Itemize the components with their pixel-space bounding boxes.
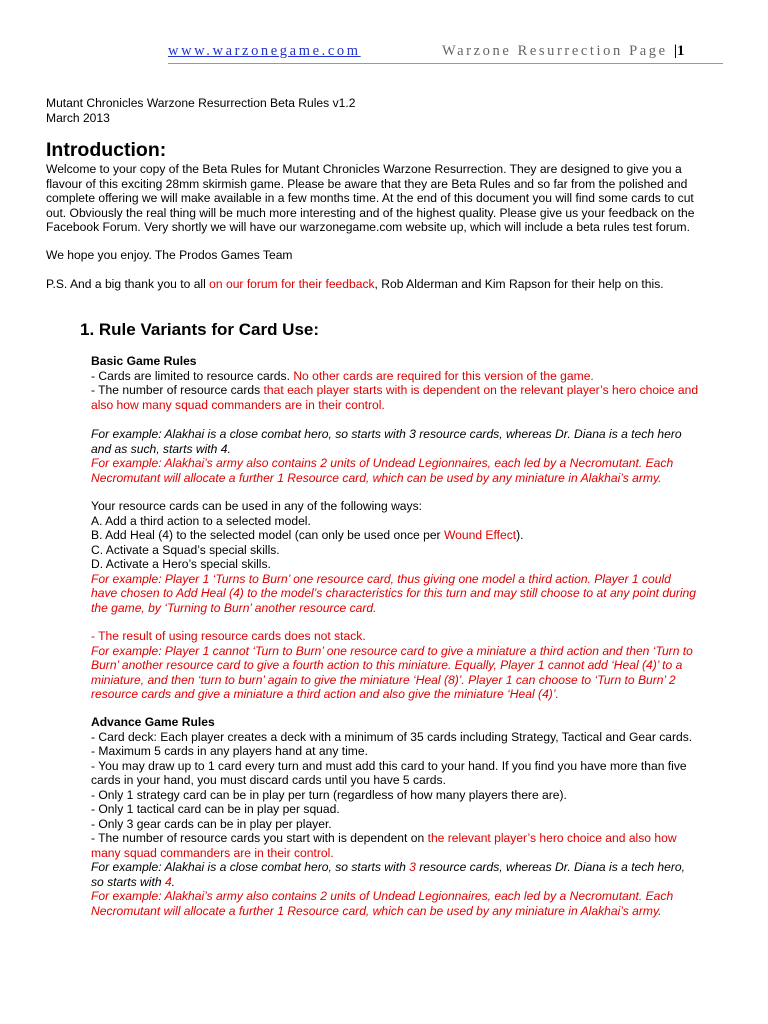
way-b-wound-effect: Wound Effect	[443, 528, 517, 542]
intro-line: flavour of this exciting 28mm skirmish game. Please be aware that they are Beta Rules and so far from the polished and	[46, 176, 688, 191]
advance-line: - Only 1 tactical card can be in play per squad.	[91, 802, 340, 816]
num-text-a: - The number of resource cards you start with is dependent on	[91, 831, 428, 845]
adv-ex1-l2red: 4	[164, 874, 172, 889]
basic-rules	[91, 354, 731, 412]
ways-intro: Your resource cards can be used in any of the following ways:	[91, 499, 422, 513]
intro-paragraph	[46, 162, 726, 235]
advance-line: - Card deck: Each player creates a deck with a minimum of 35 cards including Strategy, Tactical and Gear cards.	[91, 729, 693, 744]
basic-title: Basic Game Rules	[91, 354, 197, 368]
advance-example-line	[91, 875, 731, 890]
example-line: have chosen to Add Heal (4) to the model’s characteristics for this turn and may still choose to at any point during	[91, 586, 697, 600]
example-line: miniature, and then ‘turn to burn’ again to give the miniature ‘Heal (8)’. Player 1 can choose to ‘Turn to Burn’ 2	[91, 672, 676, 687]
intro-heading: Introduction:	[46, 139, 167, 161]
header-rule	[168, 63, 723, 64]
intro-ps	[46, 277, 726, 292]
doc-meta	[46, 96, 726, 125]
num-text-red: the relevant player’s hero choice and also how	[427, 831, 677, 845]
page-header	[168, 43, 723, 65]
example-line: Burn’ another resource card to give a fourth action to this miniature. Equally, Player 1 cannot add ‘Heal (4)’ to a	[91, 658, 683, 672]
adv-ex1-a: For example: Alakhai is a close combat hero, so starts with	[91, 860, 410, 874]
site-link[interactable]: www.warzonegame.com	[168, 43, 361, 59]
intro-line: Welcome to your copy of the Beta Rules for Mutant Chronicles Warzone Resurrection. They are designed to give you a	[46, 162, 682, 176]
way-b	[91, 528, 731, 543]
basic-l2a: - The number of resource cards	[91, 383, 264, 397]
example-line: resource cards and give a miniature a third action and also give the miniature ‘Heal (4)’.	[91, 687, 559, 701]
advance-example-line	[91, 860, 731, 875]
way-c: C. Activate a Squad’s special skills.	[91, 542, 280, 557]
intro-enjoy: We hope you enjoy. The Prodos Games Team	[46, 248, 293, 262]
basic-l1b: No other cards are required for this version of the game.	[293, 368, 594, 383]
advance-title: Advance Game Rules	[91, 715, 215, 729]
doc-date: March 2013	[46, 110, 110, 125]
advance-line: - Only 1 strategy card can be in play per turn (regardless of how many players there are).	[91, 787, 567, 802]
ps-text-b: , Rob Alderman and Kim Rapson for their help on this.	[374, 277, 664, 291]
way-a: A. Add a third action to a selected model.	[91, 513, 311, 528]
way-b-text-a: B. Add Heal (4) to the selected model (can only be used once per	[91, 528, 444, 542]
num-line-2: many squad commanders are in their control.	[91, 845, 334, 860]
intro-line: out. Obviously the real thing will be much more interesting and of the highest quality. Please give us your feedback on the	[46, 205, 695, 220]
example-line: For example: Alakhai is a close combat hero, so starts with 3 resource cards, whereas Dr. Diana is a tech hero	[91, 427, 682, 441]
adv-ex1-red: 3	[409, 860, 416, 874]
adv-ex1-b: resource cards, whereas Dr. Diana is a tech hero,	[415, 860, 685, 874]
intro-line: Facebook Forum. Very shortly we will have our warzonegame.com website up, which will include a beta rules test forum.	[46, 220, 690, 234]
running-head	[442, 43, 687, 60]
no-stack-rule	[91, 629, 731, 702]
example-line: the game, by ‘Turning to Burn’ another resource card.	[91, 600, 377, 615]
basic-example-1	[91, 427, 731, 485]
advance-line: - Only 3 gear cards can be in play per player.	[91, 816, 332, 831]
adv-ex1-l2a: so starts with	[91, 874, 165, 889]
example-line: For example: Player 1 cannot ‘Turn to Burn’ one resource card to give a miniature a third action and then ‘Turn to	[91, 643, 693, 658]
advance-rules	[91, 715, 731, 918]
resource-card-uses	[91, 499, 731, 615]
stack-line: - The result of using resource cards does not stack.	[91, 629, 366, 643]
example-line: Necromutant will allocate a further 1 Resource card, which can be used by any miniature in Alakhai’s army.	[91, 470, 662, 485]
way-d: D. Activate a Hero’s special skills.	[91, 557, 271, 571]
example-line: For example: Alakhai’s army also contains 2 units of Undead Legionnaires, each led by a Necromutant. Each	[91, 456, 674, 470]
way-b-text-b: ).	[516, 528, 524, 542]
ps-forum-text: on our forum for their feedback	[209, 277, 375, 291]
basic-line	[91, 383, 731, 398]
example-line: For example: Player 1 ‘Turns to Burn’ one resource card, thus giving one model a third action. Player 1 could	[91, 571, 671, 586]
basic-l2b: that each player starts with is dependent on the relevant player’s hero choice and	[263, 383, 699, 397]
section-1-heading: 1. Rule Variants for Card Use:	[80, 320, 320, 339]
header-separator: |	[673, 43, 678, 59]
basic-line	[91, 369, 731, 384]
basic-l3: also how many squad commanders are in their control.	[91, 397, 385, 412]
example-line: For example: Alakhai’s army also contains 2 units of Undead Legionnaires, each led by a Necromutant. Each	[91, 889, 674, 903]
advance-line: - Maximum 5 cards in any players hand at any time.	[91, 744, 368, 758]
intro-line: complete offering we will make available in a few months time. At the end of this document you will find some cards to cut	[46, 191, 694, 205]
example-line: Necromutant will allocate a further 1 Resource card, which can be used by any miniature in Alakhai’s army.	[91, 903, 662, 918]
advance-line: cards in your hand, you must discard cards until you have 5 cards.	[91, 773, 446, 787]
advance-line	[91, 831, 731, 846]
basic-l1a: - Cards are limited to resource cards.	[91, 368, 294, 383]
page-number: 1	[677, 43, 687, 59]
doc-title: Mutant Chronicles Warzone Resurrection Beta Rules v1.2	[46, 96, 356, 110]
ps-text-a: P.S. And a big thank you to all	[46, 277, 210, 291]
running-head-text: Warzone Resurrection Page	[442, 43, 668, 59]
advance-line: - You may draw up to 1 card every turn and must add this card to your hand. If you find you have more than five	[91, 758, 687, 773]
adv-ex1-l2b: .	[171, 874, 176, 889]
example-line: and as such, starts with 4.	[91, 441, 231, 456]
